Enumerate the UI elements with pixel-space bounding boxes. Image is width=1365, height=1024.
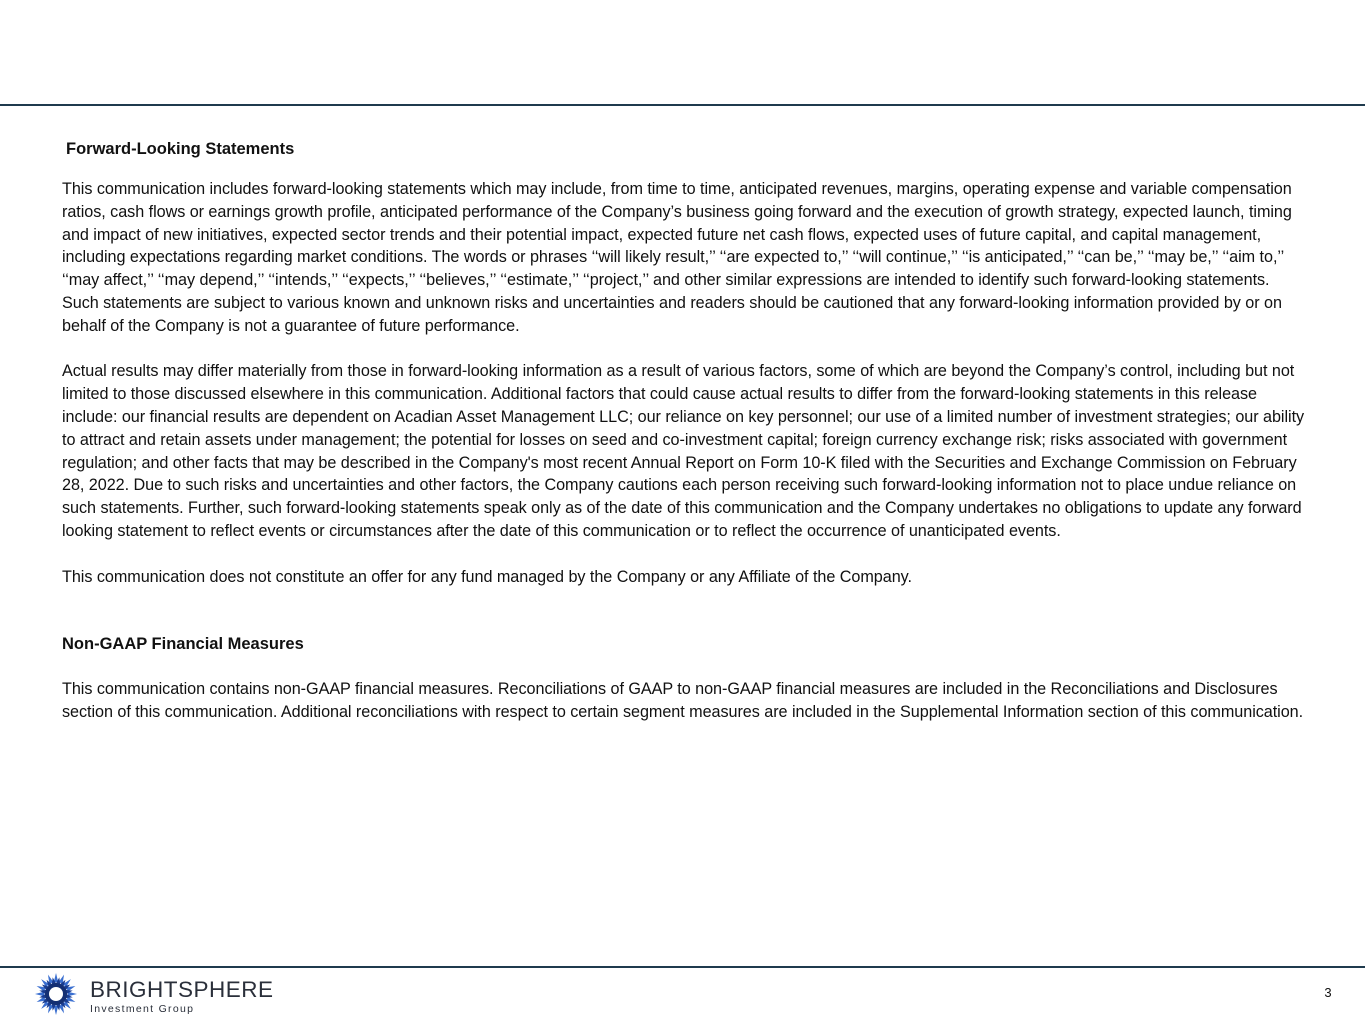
non-gaap-paragraph: This communication contains non-GAAP financial measures. Reconciliations of GAAP to non-GAAP financial measures are included in the Reconciliations and Disclosures section of this communication. Additional reconciliations with respect to certain segment measures are included in the Supplemental Information section of this communication.: [62, 680, 1304, 722]
forward-looking-paragraph-1: This communication includes forward-looking statements which may include, from time to time, anticipated revenues, margins, operating expense and variable compensation ratios, cash flows or earnings growth profile, anticipated performance of the Company’s business going forward and the execution of growth strategy, expected launch, timing and impact of new initiatives, expected sector trends and their potential impact, expected future net cash flows, expected uses of future capital, and capital management, including expectations regarding market conditions. The words or phrases ‘‘will likely result,’’ ‘‘are expected to,’’ ‘‘will continue,’’ ‘‘is anticipated,’’ ‘‘can be,’’ ‘‘may be,’’ ‘‘aim to,’’ ‘‘may affect,’’ ‘‘may depend,’’ ‘‘intends,’’ ‘‘expects,’’ ‘‘believes,’’ ‘‘estimate,’’ ‘‘project,’’ and other similar expressions are intended to identify such forward-looking statements. Such statements are subject to various known and unknown risks and uncertainties and readers should be cautioned that any forward-looking information provided by or on behalf of the Company is not a guarantee of future performance.: [62, 180, 1292, 335]
brand-name: BRIGHTSPHERE: [90, 977, 274, 1002]
sunburst-logo-icon: [34, 972, 78, 1016]
disclaimer-content: [62, 138, 1307, 724]
non-gaap-heading: Non-GAAP Financial Measures: [62, 635, 304, 654]
brand-subtitle: Investment Group: [90, 1003, 195, 1015]
footer-divider: [0, 966, 1365, 968]
brightsphere-logo: [34, 971, 274, 1019]
header-divider: [0, 104, 1365, 106]
forward-looking-heading: Forward-Looking Statements: [66, 140, 295, 158]
forward-looking-paragraph-3: This communication does not constitute an offer for any fund managed by the Company or any Affiliate of the Company.: [62, 567, 912, 586]
page-number: 3: [1324, 985, 1332, 1000]
forward-looking-paragraph-2: Actual results may differ materially from those in forward-looking information as a result of various factors, some of which are beyond the Company’s control, including but not limited to those discussed elsewhere in this communication. Additional factors that could cause actual results to differ from the forward-looking statements in this release include: our financial results are dependent on Acadian Asset Management LLC; our reliance on key personnel; our use of a limited number of investment strategies; our ability to attract and retain assets under management; the potential for losses on seed and co-investment capital; foreign currency exchange risk; risks associated with government regulation; and other facts that may be described in the Company's most recent Annual Report on Form 10-K filed with the Securities and Exchange Commission on February 28, 2022. Due to such risks and uncertainties and other factors, the Company cautions each person receiving such forward-looking information not to place undue reliance on such statements. Further, such forward-looking statements speak only as of the date of this communication and the Company undertakes no obligations to update any forward looking statement to reflect events or circumstances after the date of this communication or to reflect the occurrence of unanticipated events.: [62, 362, 1305, 540]
